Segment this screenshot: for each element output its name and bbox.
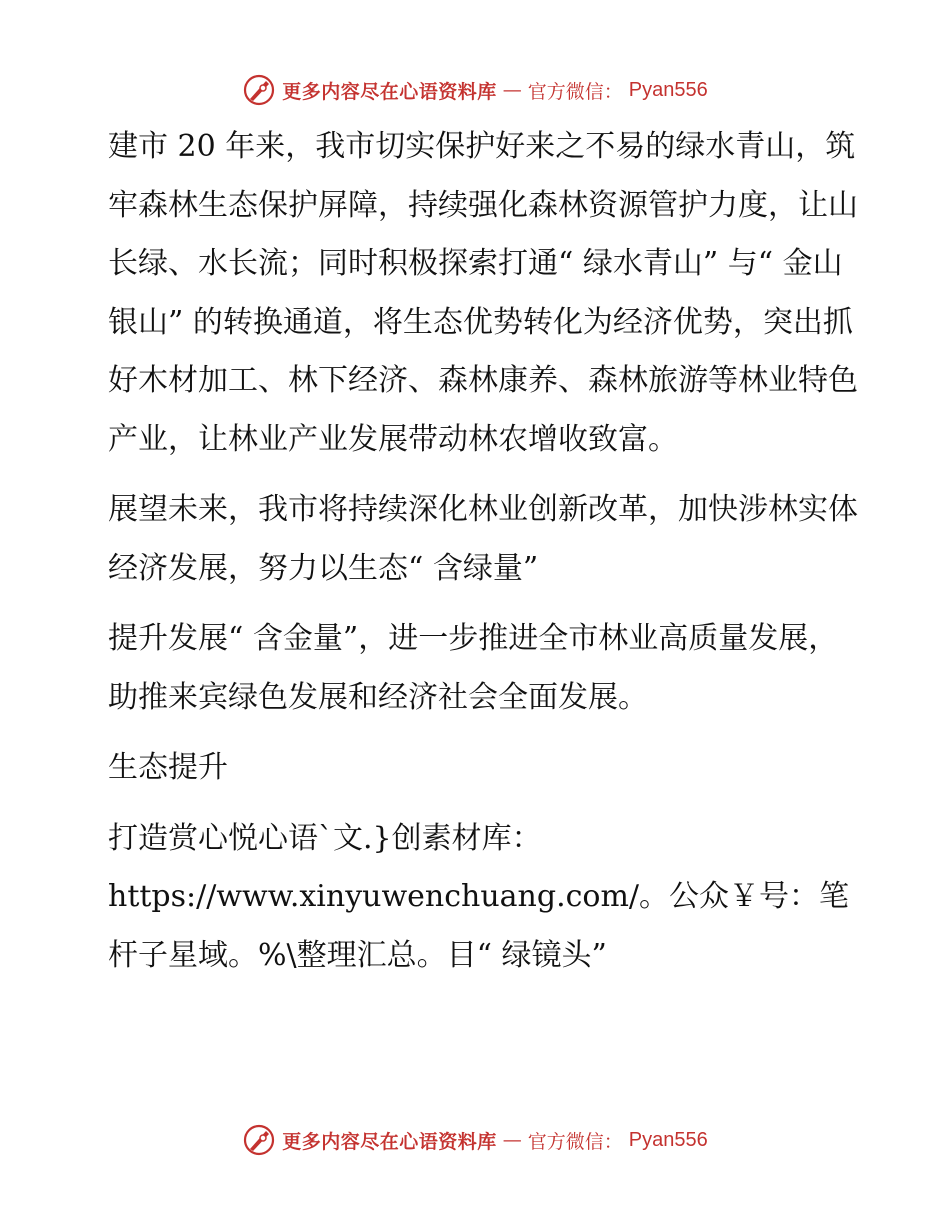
header-banner bbox=[0, 70, 950, 110]
document-body bbox=[98, 118, 858, 985]
banner-dash: — bbox=[502, 79, 522, 101]
section-heading-eco-upgrade: 生态提升 bbox=[108, 750, 228, 785]
footer-banner bbox=[0, 1120, 950, 1160]
banner-wechat-id: Pyan556 bbox=[628, 78, 708, 101]
banner-site-text: 更多内容尽在心语资料库 bbox=[282, 80, 497, 103]
banner-wechat-id: Pyan556 bbox=[628, 1128, 708, 1151]
paragraph-quality-development: 提升发展“ 含金量”，进一步推进全市林业高质量发展，助推来宾绿色发展和经济社会全面发展。 bbox=[108, 621, 839, 715]
paragraph-forest-protection: 建市 20 年来，我市切实保护好来之不易的绿水青山，筑牢森林生态保护屏障，持续强化森林资源管护力度，让山长绿、水长流；同时积极探索打通“ 绿水青山” 与“ 金山银山” 的转换通道，将生态优势转化为经济优势，突出抓好木材加工、林下经济、森林康养、森林旅游等林业特色产业，让林业产业发展带动林农增收致富。 bbox=[108, 129, 858, 457]
banner-wechat-label: 官方微信： bbox=[527, 1130, 623, 1153]
banner-wechat-label: 官方微信： bbox=[527, 80, 623, 103]
banner-dash: — bbox=[502, 1129, 522, 1151]
banner-site-text: 更多内容尽在心语资料库 bbox=[282, 1130, 497, 1153]
paragraph-outlook: 展望未来，我市将持续深化林业创新改革，加快涉林实体经济发展，努力以生态“ 含绿量” bbox=[108, 492, 858, 586]
paragraph-source-note: 打造赏心悦心语`文.}创素材库：https://www.xinyuwenchuang.com/。公众￥号：笔杆子星域。%\整理汇总。目“ 绿镜头” bbox=[108, 820, 850, 973]
quill-pen-logo-icon bbox=[242, 73, 276, 107]
quill-pen-logo-icon bbox=[242, 1123, 276, 1157]
